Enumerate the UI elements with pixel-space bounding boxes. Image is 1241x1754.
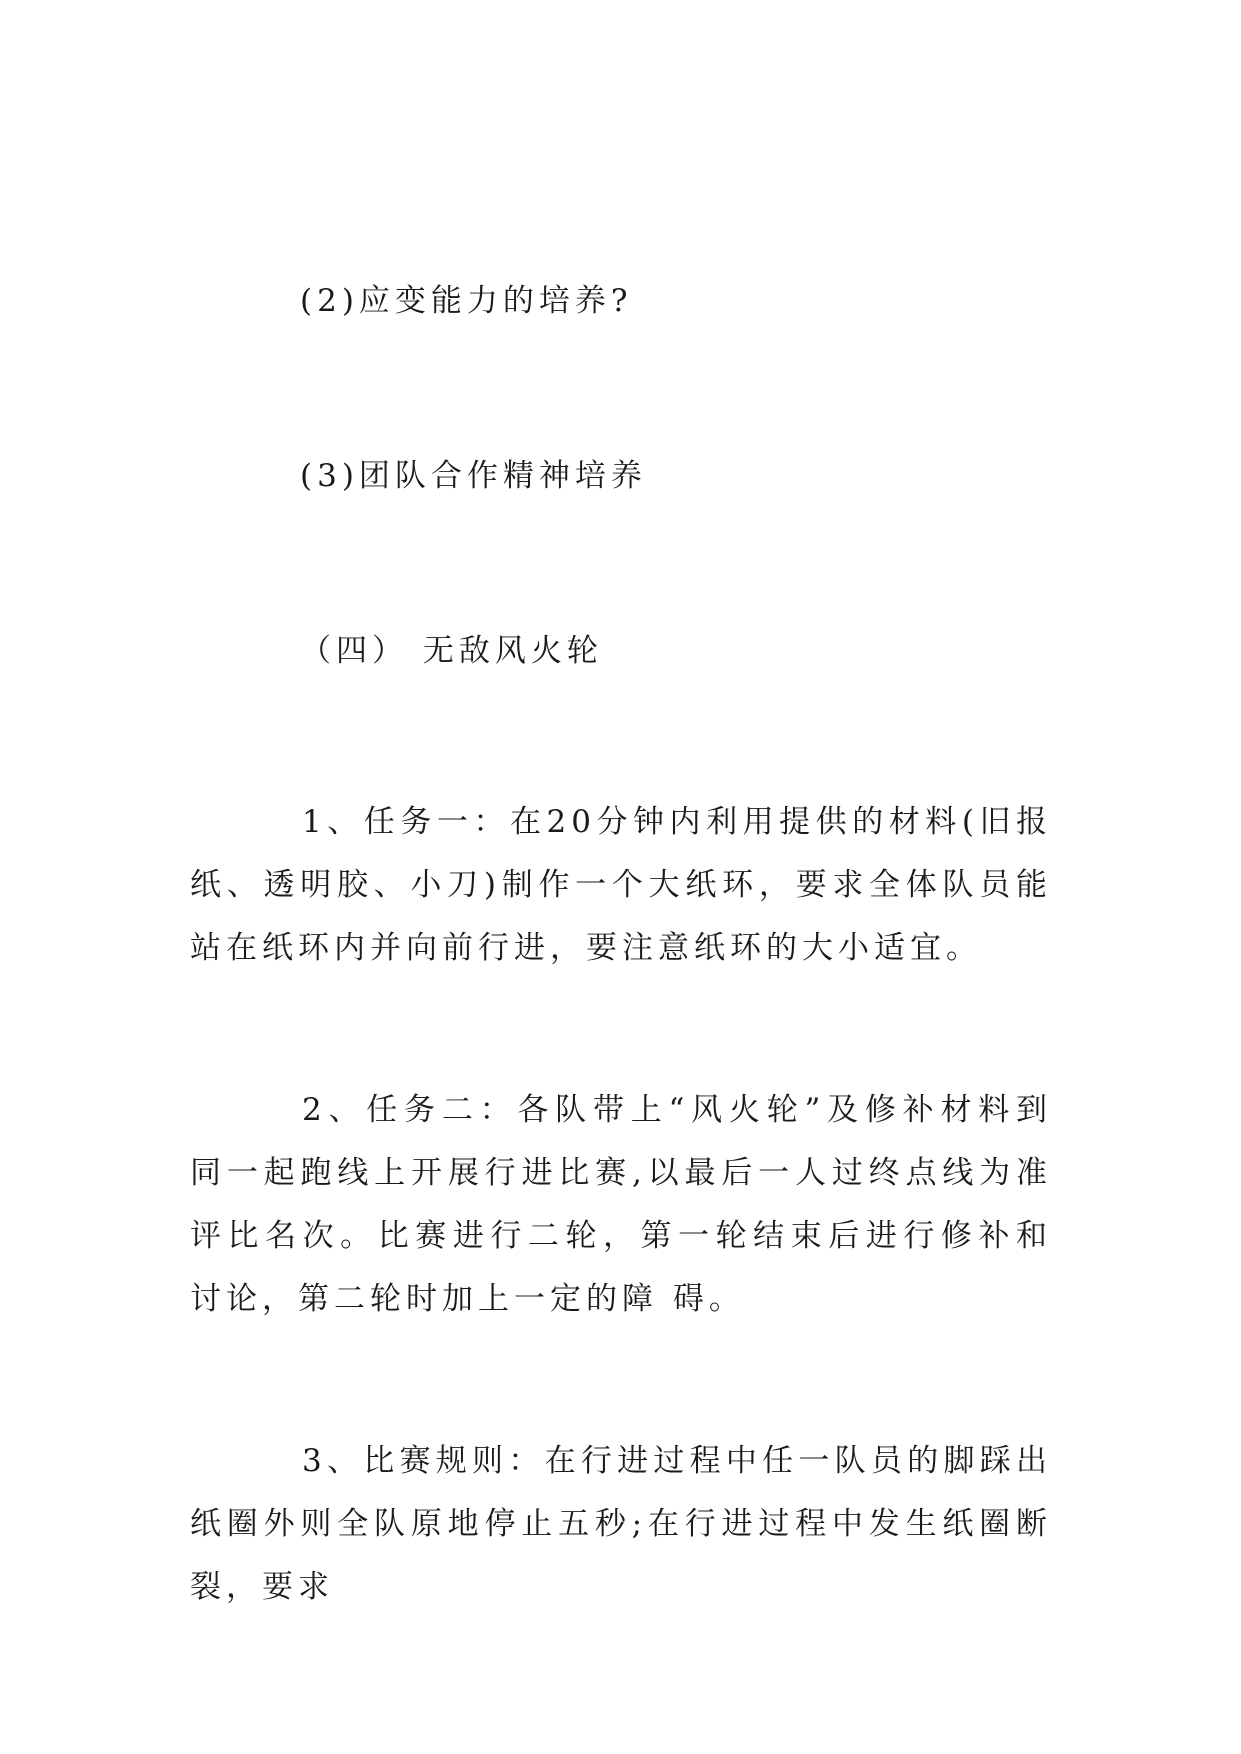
paragraph-task-one xyxy=(190,791,1052,980)
paragraph-task-two-text: 2、任务二：各队带上“风火轮”及修补材料到同一起跑线上开展行进比赛,以最后一人过终点线为准评比名次。比赛进行二轮，第一轮结束后进行修补和讨论，第二轮时加上一定的障 碍。 xyxy=(190,1092,1052,1317)
paragraph-rules xyxy=(190,1430,1052,1619)
heading-teamwork: (3)团队合作精神培养 xyxy=(300,458,647,494)
paragraph-rules-text: 3、比赛规则：在行进过程中任一队员的脚踩出纸圈外则全队原地停止五秒;在行进过程中发生纸圈断裂，要求 xyxy=(190,1443,1052,1605)
heading-adaptability: (2)应变能力的培养? xyxy=(300,283,633,319)
heading-section-four: （四） 无敌风火轮 xyxy=(300,633,603,669)
paragraph-task-one-text: 1、任务一：在20分钟内利用提供的材料(旧报纸、透明胶、小刀)制作一个大纸环，要求全体队员能站在纸环内并向前行进，要注意纸环的大小适宜。 xyxy=(190,804,1052,966)
paragraph-task-two xyxy=(190,1079,1052,1331)
